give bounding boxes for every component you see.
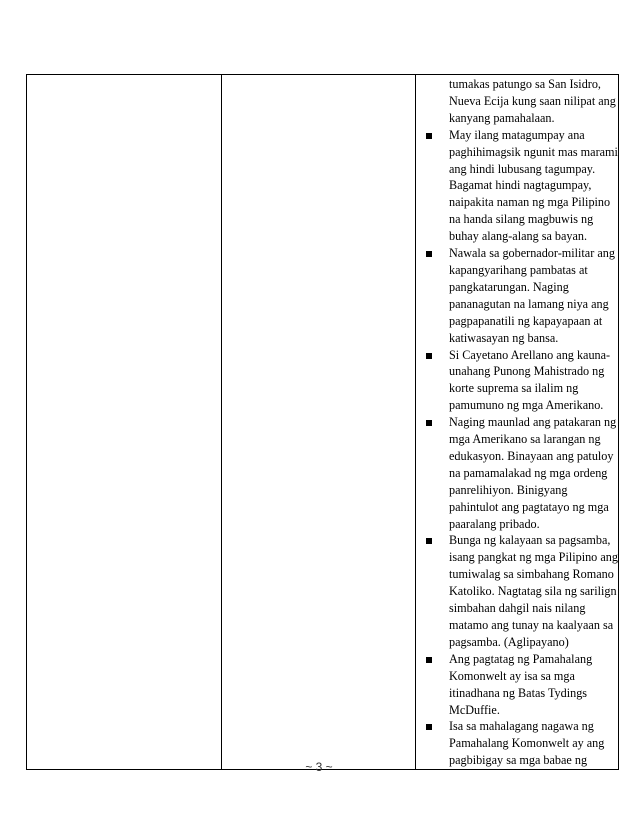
list-item [416, 245, 618, 346]
bullet-list [416, 127, 618, 769]
content-table [26, 74, 619, 770]
square-bullet-icon [426, 420, 432, 426]
list-item-text: Ang pagtatag ng Pamahalang Komonwelt ay isa sa mga itinadhana ng Batas Tydings McDuffie. [449, 651, 593, 717]
list-item-text: May ilang matagumpay ana paghihimagsik ngunit mas marami ang hindi lubusang tagumpay. Bagamat hindi nagtagumpay, naipakita naman ng mga Pilipino na handa silang magbuwis ng buhay alang-alang sa bayan. [449, 127, 618, 244]
square-bullet-icon [426, 724, 432, 730]
list-item-text: Bunga ng kalayaan sa pagsamba, isang pangkat ng mga Pilipino ang tumiwalag sa simbahang Romano Katoliko. Nagtatag sila ng sarilign simbahan dahgil nais nilang matamo ang tunay na kaalyaan sa pagsamba. (Aglipayano) [449, 533, 618, 649]
table-row [27, 75, 619, 770]
square-bullet-icon [426, 657, 432, 663]
list-item-text: Si Cayetano Arellano ang kauna-unahang Punong Mahistrado ng korte suprema sa ilalim ng pamumuno ng mga Amerikano. [449, 347, 611, 413]
table-cell-col3 [416, 75, 619, 770]
list-item [416, 414, 618, 532]
square-bullet-icon [426, 133, 432, 139]
list-item-text: Naging maunlad ang patakaran ng mga Amerikano sa larangan ng edukasyon. Binayaan ang patuloy na pamamalakad ng mga ordeng panrelihiyon. Binigyang pahintulot ang pagtatayo ng mga paaralang pribado. [449, 415, 617, 531]
list-item-text: Nawala sa gobernador-militar ang kapangyarihang pambatas at pangkatarungan. Naging pananagutan na lamang niya ang pagpapanatili ng kapayapaan at katiwasayan ng bansa. [449, 246, 615, 345]
table-cell-col1 [27, 75, 222, 770]
page-number: ~ 3 ~ [305, 760, 333, 774]
list-item [416, 651, 618, 719]
list-item-text: Isa sa mahalagang nagawa ng Pamahalang Komonwelt ay ang pagbibigay sa mga babae ng [449, 719, 605, 768]
list-item [416, 347, 618, 415]
continuation-text: tumakas patungo sa San Isidro, Nueva Ecija kung saan nilipat ang kanyang pamahalaan. [449, 77, 616, 125]
square-bullet-icon [426, 353, 432, 359]
table-cell-col2 [222, 75, 416, 770]
list-item [416, 127, 618, 245]
square-bullet-icon [426, 538, 432, 544]
list-item [416, 532, 618, 650]
square-bullet-icon [426, 251, 432, 257]
